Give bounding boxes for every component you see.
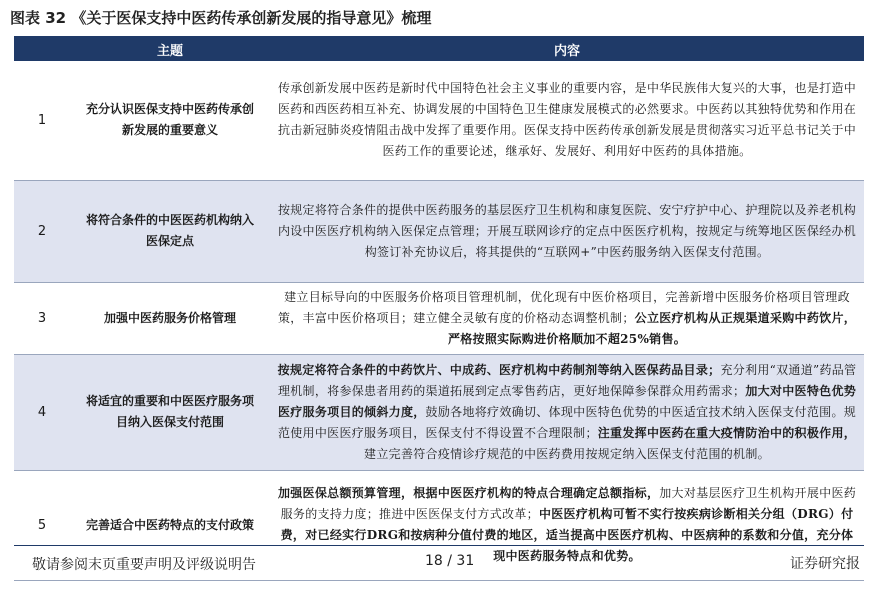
content-text: 建立完善符合疫情诊疗规范的中医药费用按规定纳入医保支付范围的机制。 [364,446,770,461]
content-emphasis: 加大对中医特色优势医疗服务项目的倾斜力度， [277,383,857,419]
content-text: 充分利用“双通道”药品管理机制，将参保患者用药的渠道拓展到定点零售药店，更好地保障参保群众用药需求； [277,362,857,398]
row-content [270,282,864,354]
table-row [14,282,864,354]
header-topic: 主题 [70,38,270,61]
page-number: 18 / 31 [425,553,475,569]
content-emphasis: 注重发挥中医药在重大疫情防治中的积极作用， [597,425,857,440]
footer-report-type: 证券研究报 [790,556,860,572]
table-row [14,354,864,470]
chart-title: 图表 32 《关于医保支持中医药传承创新发展的指导意见》梳理 [10,9,432,27]
row-topic: 将适宜的重要和中医医疗服务项目纳入医保支付范围 [70,354,270,470]
header-index [14,38,70,61]
content-text: 传承创新发展中医药是新时代中国特色社会主义事业的重要内容，是中华民族伟大复兴的大事，也是打造中医药和西医药相互补充、协调发展的中国特色卫生健康发展模式的必然要求。中医药以其独特优势和作用在抗击新冠肺炎疫情阻击战中发挥了重要作用。医保支持中医药传承创新发展是贯彻落实习近平总书记关于中医药工作的重要论述，继承好、发展好、利用好中医药的具体措施。 [277,81,857,159]
footer-disclaimer: 敬请参阅末页重要声明及评级说明告 [32,557,256,573]
row-content [270,354,864,470]
row-content [270,180,864,282]
content-emphasis: 加强医保总额预算管理，根据中医医疗机构的特点合理确定总额指标， [277,486,660,500]
row-content [270,470,864,580]
row-number: 3 [14,282,70,354]
row-number: 2 [14,180,70,282]
row-number: 5 [14,470,70,580]
content-text: 鼓励各地将疗效确切、体现中医特色优势的中医适宜技术纳入医保支付范围。规范使用中医医疗服务项目，医保支付不得设置不合理限制； [277,404,857,440]
row-topic: 将符合条件的中医医药机构纳入医保定点 [70,180,270,282]
footer-divider [14,545,864,546]
content-text: 按规定将符合条件的提供中医药服务的基层医疗卫生机构和康复医院、安宁疗护中心、护理院以及养老机构内设中医医疗机构纳入医保定点管理；开展互联网诊疗的定点中医医疗机构，按规定与统筹地区医保经办机构签订补充协议后，将其提供的“互联网+”中医药服务纳入医保支付范围。 [277,202,857,259]
content-text: 加大对基层医疗卫生机构开展中医药服务的支持力度；推进中医医保支付方式改革； [280,486,857,521]
table-row [14,61,864,180]
content-emphasis: 按规定将符合条件的中药饮片、中成药、医疗机构中药制剂等纳入医保药品目录； [277,362,721,377]
table-header-row [14,38,864,61]
row-number: 4 [14,354,70,470]
row-topic: 加强中医药服务价格管理 [70,282,270,354]
row-topic: 充分认识医保支持中医药传承创新发展的重要意义 [70,61,270,180]
row-topic: 完善适合中医药特点的支付政策 [70,470,270,580]
content-text: 建立目标导向的中医服务价格项目管理机制，优化现有中医价格项目，完善新增中医服务价格项目管理政策，丰富中医价格项目；建立健全灵敏有度的价格动态调整机制； [277,289,850,325]
header-content: 内容 [270,38,864,61]
table-row [14,180,864,282]
content-emphasis: 中医医疗机构可暂不实行按疾病诊断相关分组（DRG）付费，对已经实行DRG和按病种分值付费的地区，适当提高中医医疗机构、中医病种的系数和分值，充分体现中医药服务特点和优势。 [280,507,854,563]
row-number: 1 [14,61,70,180]
row-content [270,61,864,180]
content-emphasis: 公立医疗机构从正规渠道采购中药饮片，严格按照实际购进价格顺加不超25%销售。 [447,310,857,346]
